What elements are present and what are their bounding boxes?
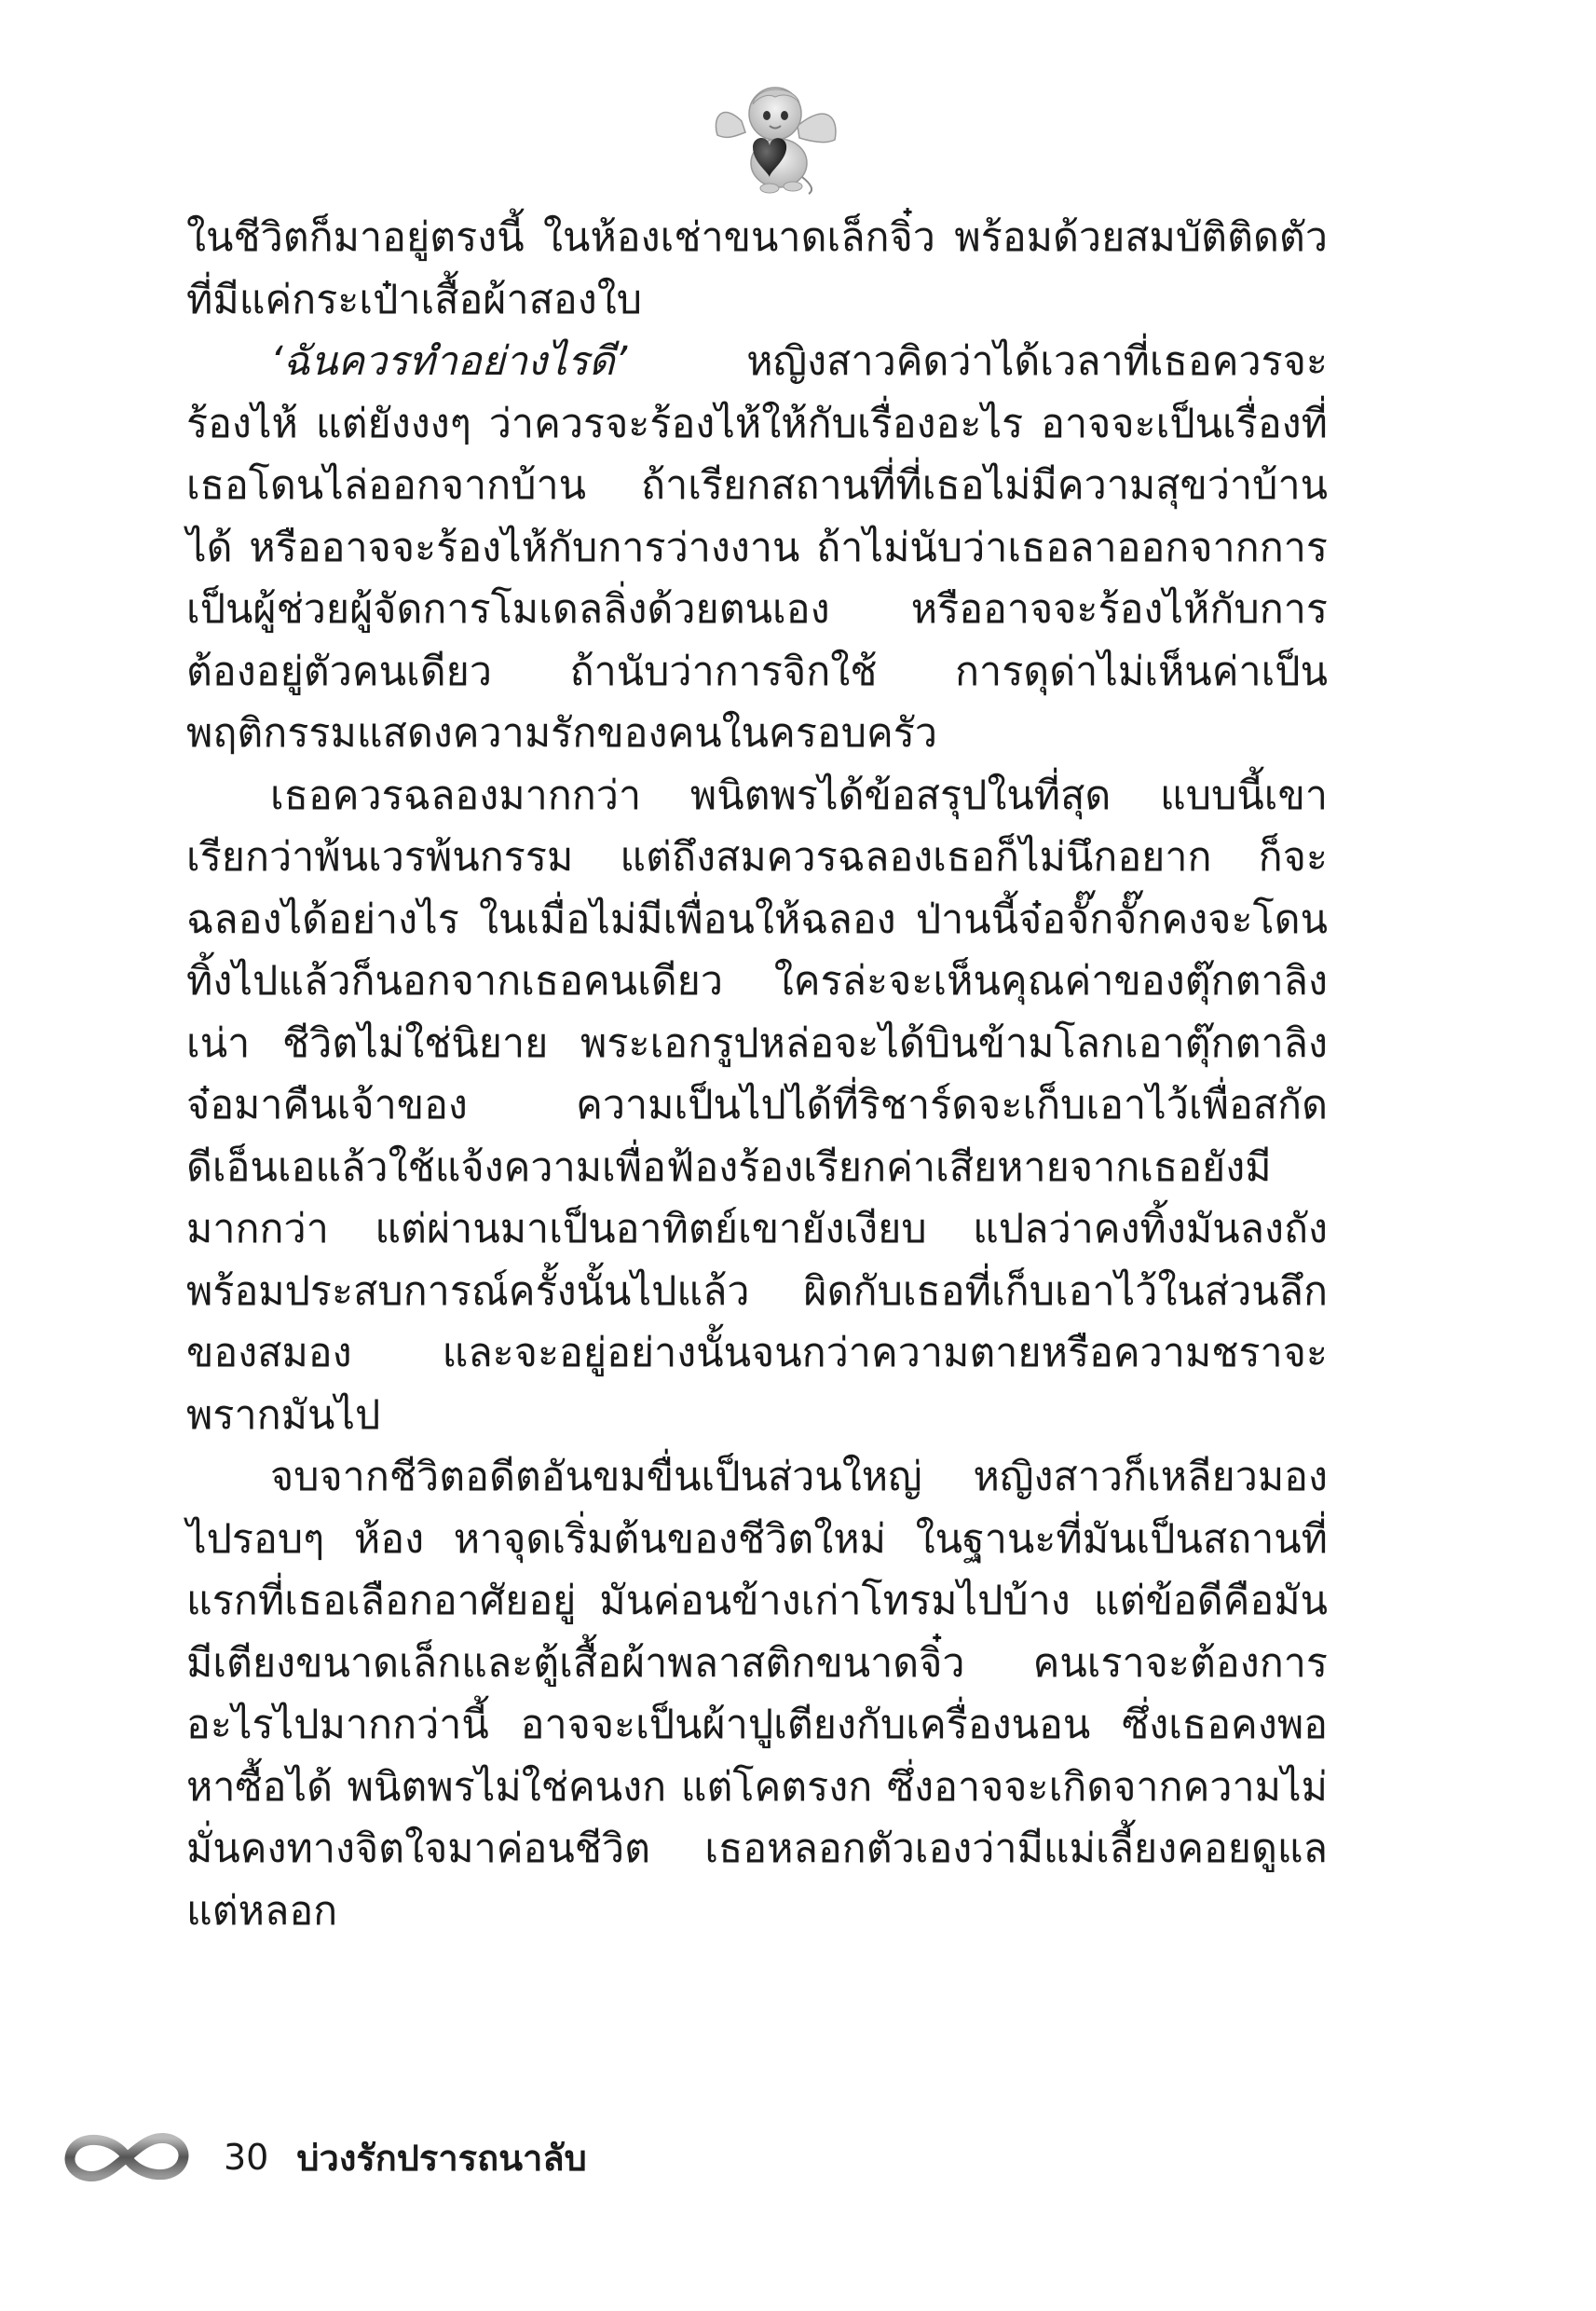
body-text	[186, 207, 1328, 1942]
page-footer	[58, 2129, 587, 2185]
paragraph-1: ในชีวิตก็มาอยู่ตรงนี้ ในห้องเช่าขนาดเล็กจิ๋ว พร้อมด้วยสมบัติติดตัวที่มีแค่กระเป๋าเสื้อผ้าสองใบ	[186, 214, 1328, 323]
paragraph-2-quote: ‘ฉันควรทำอย่างไรดี’	[270, 338, 628, 385]
cupid-with-heart-icon	[704, 75, 844, 196]
paragraph-2	[186, 331, 1328, 765]
book-title: บ่วงรักปรารถนาลับ	[296, 2137, 587, 2179]
page-number: 30	[224, 2137, 269, 2178]
infinity-icon	[58, 2129, 196, 2185]
paragraph-4: จบจากชีวิตอดีตอันขมขื่นเป็นส่วนใหญ่ หญิงสาวก็เหลียวมองไปรอบๆ ห้อง หาจุดเริ่มต้นของชีวิตใหม่ ในฐานะที่มันเป็นสถานที่แรกที่เธอเลือกอาศัยอยู่ มันค่อนข้างเก่าโทรมไปบ้าง แต่ข้อดีคือมันมีเตียงขนาดเล็กและตู้เสื้อผ้าพลาสติกขนาดจิ๋ว คนเราจะต้องการอะไรไปมากกว่านี้ อาจจะเป็นผ้าปูเตียงกับเครื่องนอน ซึ่งเธอคงพอหาซื้อได้ พนิตพรไม่ใช่คนงก แต่โคตรงก ซึ่งอาจจะเกิดจากความไม่มั่นคงทางจิตใจมาค่อนชีวิต เธอหลอกตัวเองว่ามีแม่เลี้ยงคอยดูแล แต่หลอก	[186, 1454, 1328, 1935]
paragraph-3: เธอควรฉลองมากกว่า พนิตพรได้ข้อสรุปในที่สุด แบบนี้เขาเรียกว่าพ้นเวรพ้นกรรม แต่ถึงสมควรฉลองเธอก็ไม่นึกอยาก ก็จะฉลองได้อย่างไร ในเมื่อไม่มีเพื่อนให้ฉลอง ป่านนี้จ๋อจั๊กจั๊กคงจะโดนทิ้งไปแล้วก็นอกจากเธอคนเดียว ใครล่ะจะเห็นคุณค่าของตุ๊กตาลิงเน่า ชีวิตไม่ใช่นิยาย พระเอกรูปหล่อจะได้บินข้ามโลกเอาตุ๊กตาลิงจ๋อมาคืนเจ้าของ ความเป็นไปได้ที่ริชาร์ดจะเก็บเอาไว้เพื่อสกัดดีเอ็นเอแล้วใช้แจ้งความเพื่อฟ้องร้องเรียกค่าเสียหายจากเธอยังมีมากกว่า แต่ผ่านมาเป็นอาทิตย์เขายังเงียบ แปลว่าคงทิ้งมันลงถังพร้อมประสบการณ์ครั้งนั้นไปแล้ว ผิดกับเธอที่เก็บเอาไว้ในส่วนลึกของสมอง และจะอยู่อย่างนั้นจนกว่าความตายหรือความชราจะพรากมันไป	[186, 772, 1328, 1439]
paragraph-2-text: หญิงสาวคิดว่าได้เวลาที่เธอควรจะร้องไห้ แต่ยังงงๆ ว่าควรจะร้องไห้ให้กับเรื่องอะไร อาจจะเป็นเรื่องที่เธอโดนไล่ออกจากบ้าน ถ้าเรียกสถานที่ที่เธอไม่มีความสุขว่าบ้านได้ หรืออาจจะร้องไห้กับการว่างงาน ถ้าไม่นับว่าเธอลาออกจากการเป็นผู้ช่วยผู้จัดการโมเดลลิ่งด้วยตนเอง หรืออาจจะร้องไห้กับการต้องอยู่ตัวคนเดียว ถ้านับว่าการจิกใช้ การดุด่าไม่เห็นค่าเป็นพฤติกรรมแสดงความรักของคนในครอบครัว	[186, 338, 1328, 757]
